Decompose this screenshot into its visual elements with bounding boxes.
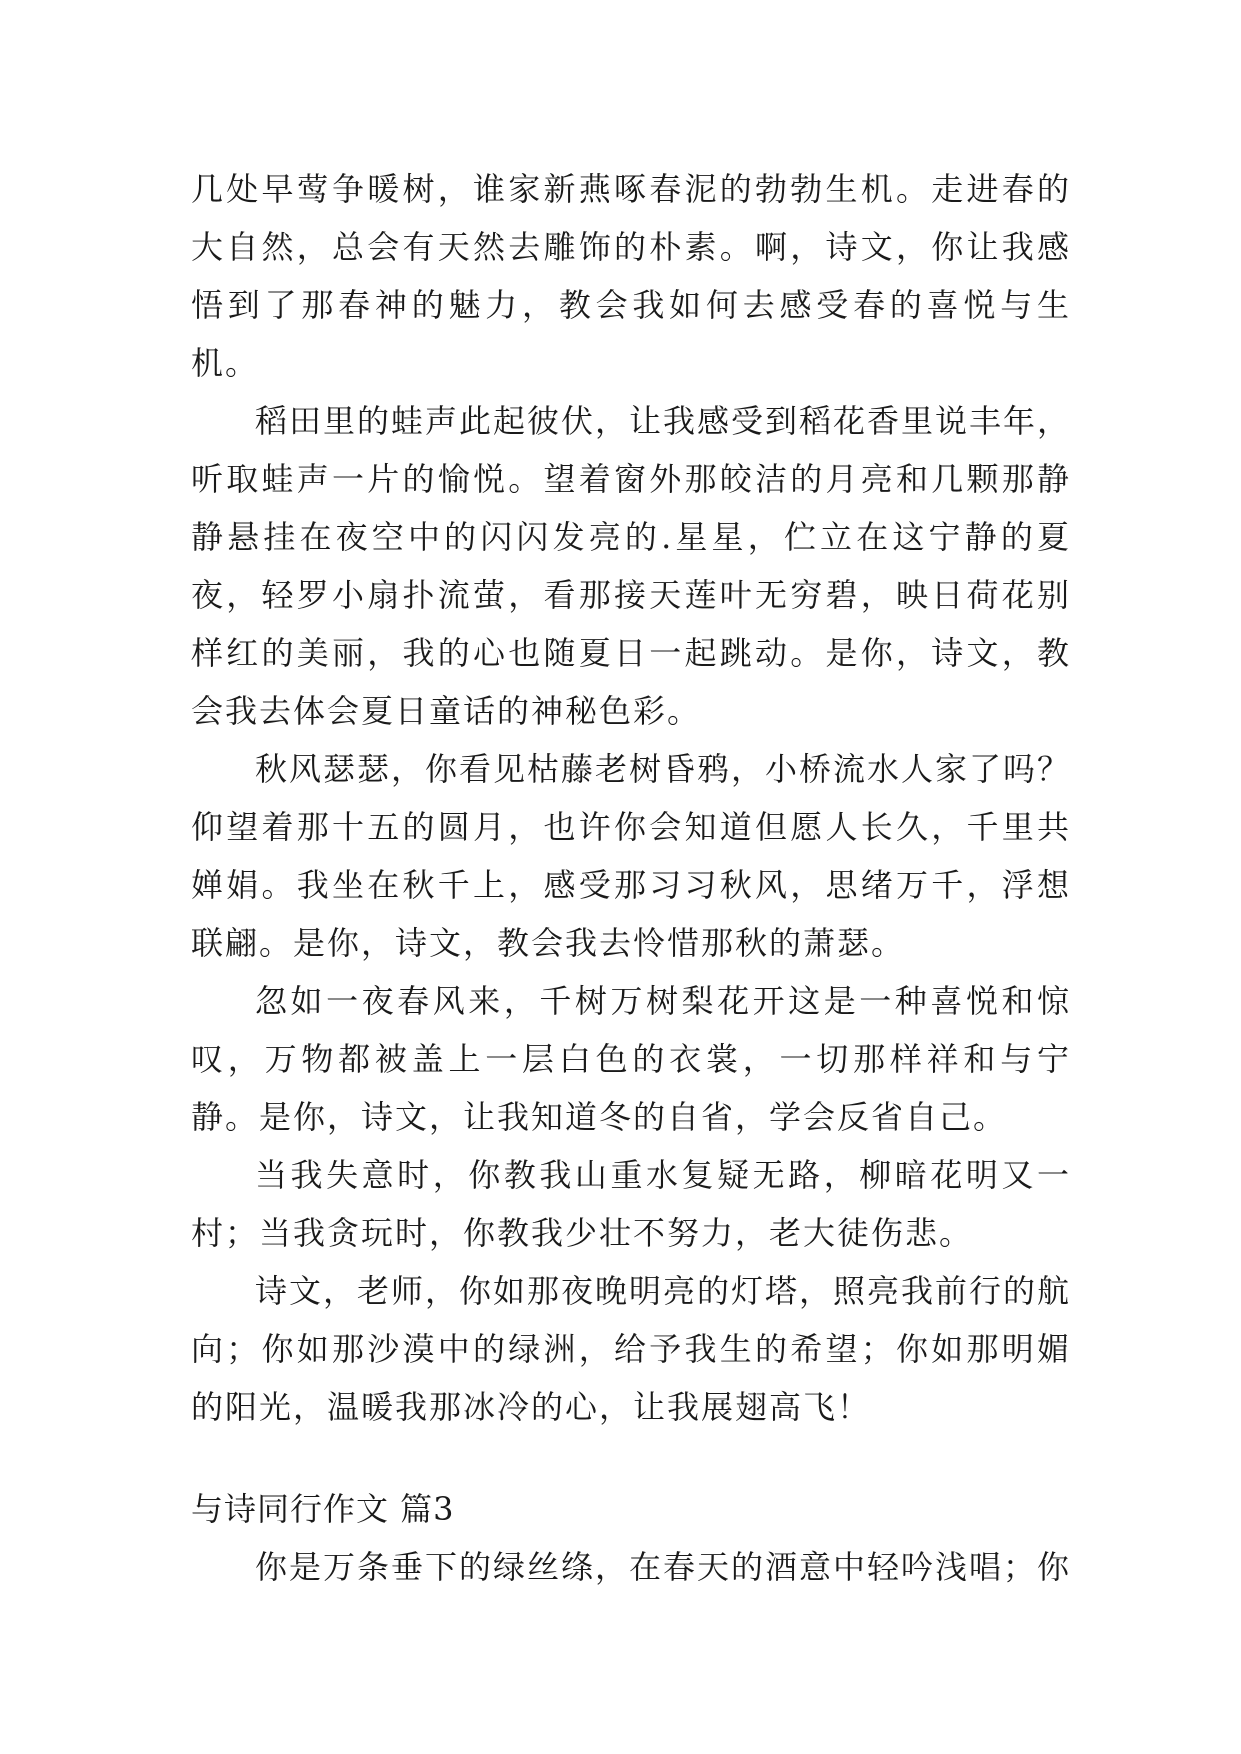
paragraph-winter: 忽如一夜春风来，千树万树梨花开这是一种喜悦和惊叹，万物都被盖上一层白色的衣裳，一切那样祥和与宁静。是你，诗文，让我知道冬的自省，学会反省自己。 — [191, 982, 1071, 1136]
document-body — [191, 160, 1071, 1596]
paragraph-autumn: 秋风瑟瑟，你看见枯藤老树昏鸦，小桥流水人家了吗？仰望着那十五的圆月，也许你会知道但愿人长久，千里共婵娟。我坐在秋千上，感受那习习秋风，思绪万千，浮想联翩。是你，诗文，教会我去怜惜那秋的萧瑟。 — [191, 750, 1072, 962]
paragraph-conclusion: 诗文，老师，你如那夜晚明亮的灯塔，照亮我前行的航向；你如那沙漠中的绿洲，给予我生的希望；你如那明媚的阳光，温暖我那冰冷的心，让我展翅高飞！ — [191, 1272, 1072, 1426]
paragraph-encouragement: 当我失意时，你教我山重水复疑无路，柳暗花明又一村；当我贪玩时，你教我少壮不努力，老大徒伤悲。 — [191, 1156, 1071, 1252]
paragraph-spring: 几处早莺争暖树，谁家新燕啄春泥的勃勃生机。走进春的大自然，总会有天然去雕饰的朴素。啊，诗文，你让我感悟到了那春神的魅力，教会我如何去感受春的喜悦与生机。 — [191, 170, 1071, 382]
paragraph-section3-start: 你是万条垂下的绿丝绦，在春天的酒意中轻吟浅唱；你 — [255, 1548, 1072, 1586]
paragraph-summer: 稻田里的蛙声此起彼伏，让我感受到稻花香里说丰年，听取蛙声一片的愉悦。望着窗外那皎洁的月亮和几颗那静静悬挂在夜空中的闪闪发亮的.星星，伫立在这宁静的夏夜，轻罗小扇扑流萤，看那接天莲叶无穷碧，映日荷花别样红的美丽，我的心也随夏日一起跳动。是你，诗文，教会我去体会夏日童话的神秘色彩。 — [191, 402, 1072, 730]
section-heading: 与诗同行作文 篇3 — [191, 1490, 455, 1528]
